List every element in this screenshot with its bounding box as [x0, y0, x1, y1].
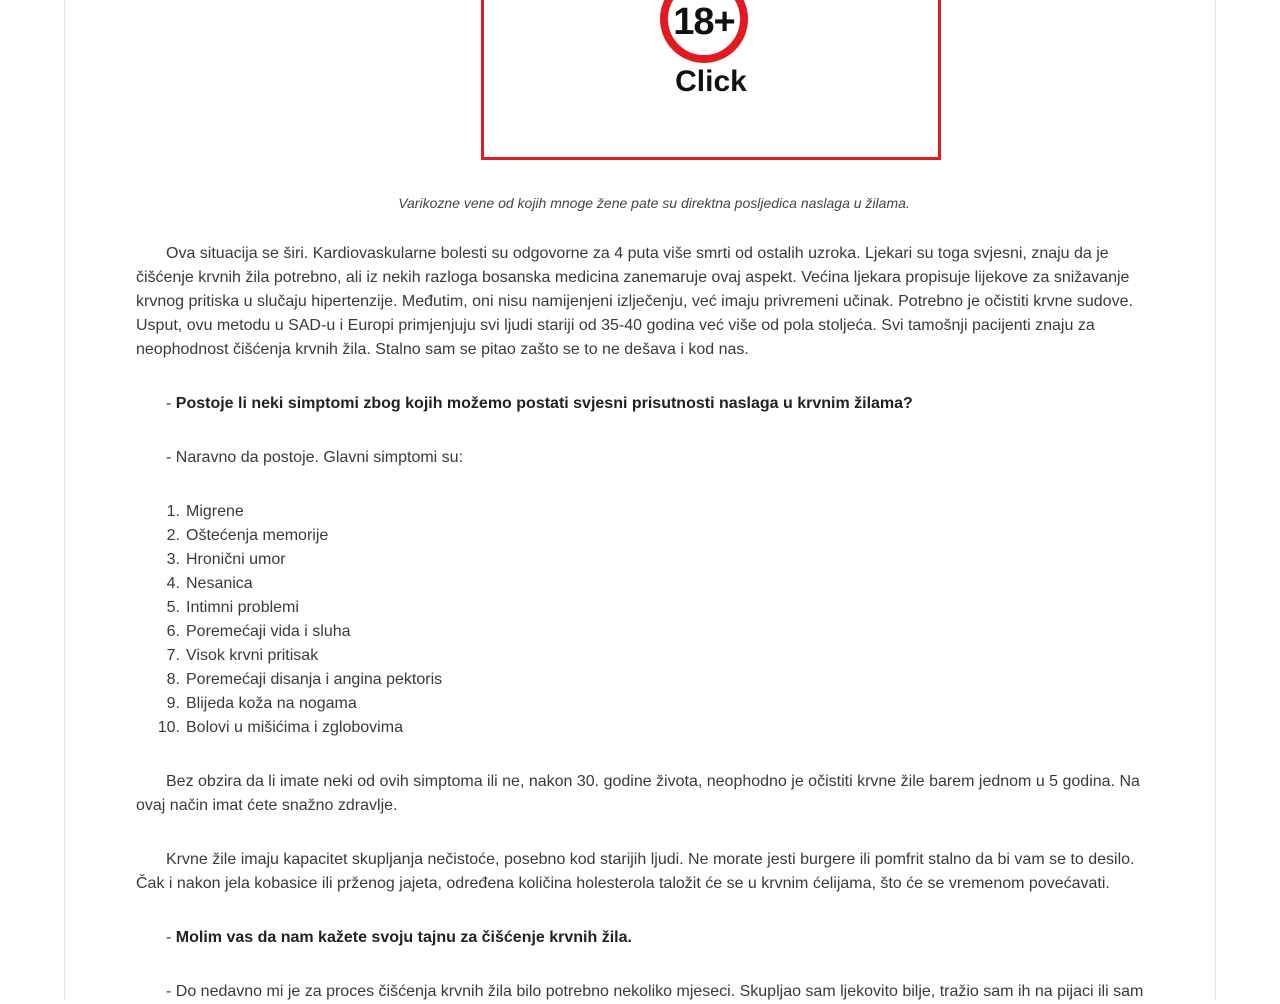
list-item-text: Migrene: [186, 503, 244, 520]
question-dash: -: [166, 929, 176, 946]
list-item: [136, 524, 442, 548]
list-item: [136, 692, 442, 716]
list-item: [136, 716, 442, 740]
adult-ad-banner[interactable]: [481, 0, 941, 160]
list-number: 2.: [166, 527, 180, 544]
list-number: 5.: [166, 599, 180, 616]
list-item-text: Nesanica: [186, 575, 253, 592]
list-item: [136, 668, 442, 692]
question-symptoms-text: Postoje li neki simptomi zbog kojih možemo postati svjesni prisutnosti naslaga u krvnim žilama?: [175, 395, 913, 412]
paragraph-answer-secret: - Do nedavno mi je za proces čišćenja krvnih žila bilo potrebno nekoliko mjeseci. Skupljao sam ljekovito bilje, tražio sam ih na pijaci ili sam: [166, 983, 1144, 1000]
list-item-text: Poremećaji vida i sluha: [186, 623, 351, 640]
question-dash: -: [166, 395, 176, 412]
paragraph-vessels: Krvne žile imaju kapacitet skupljanja nečistoće, posebno kod starijih ljudi. Ne morate jesti burgere ili pomfrit stalno da bi vam se to desilo. Čak i nakon jela kobasice ili prženog jajeta, određena količina holesterola taložit će se u krvnim ćelijama, što će se vremenom povećavati.: [136, 851, 1135, 892]
age-restriction-icon: [660, 0, 748, 63]
symptoms-list: [136, 500, 442, 740]
list-number: 9.: [166, 695, 180, 712]
list-number: 1.: [166, 503, 180, 520]
list-item-text: Visok krvni pritisak: [186, 647, 319, 664]
list-number: 8.: [166, 671, 180, 688]
list-item-text: Oštećenja memorije: [186, 527, 329, 544]
ad-click-label[interactable]: Click: [675, 65, 747, 98]
list-item: [136, 644, 442, 668]
list-item: [136, 620, 442, 644]
question-secret: [136, 926, 1148, 950]
age-badge-text: 18+: [673, 0, 735, 43]
question-secret-text: Molim vas da nam kažete svoju tajnu za čišćenje krvnih žila.: [175, 929, 632, 946]
list-number: 4.: [166, 575, 180, 592]
list-item: [136, 500, 442, 524]
list-number: 7.: [166, 647, 180, 664]
list-item-text: Poremećaji disanja i angina pektoris: [186, 671, 443, 688]
list-item-text: Bolovi u mišićima i zglobovima: [186, 719, 403, 736]
list-item: [136, 548, 442, 572]
paragraph-intro: Ova situacija se širi. Kardiovaskularne bolesti su odgovorne za 4 puta više smrti od ostalih uzroka. Ljekari su toga svjesni, znaju da je čišćenje krvnih žila potrebno, ali iz nekih razloga bosanska medicina zanemaruje ovaj aspekt. Većina ljekara propisuje lijekove za snižavanje krvnog pritiska u slučaju hipertenzije. Međutim, oni nisu namijenjeni izlječenju, već imaju privremeni učinak. Potrebno je očistiti krvne sudove. Usput, ovu metodu u SAD-u i Europi primjenjuju svi ljudi stariji od 35-40 godina već više od pola stoljeća. Svi tamošnji pacijenti znaju za neophodnost čišćenja krvnih žila. Stalno sam se pitao zašto se to ne dešava i kod nas.: [136, 245, 1133, 358]
list-item: [136, 572, 442, 596]
article-page: [64, 0, 1216, 1000]
list-item-text: Intimni problemi: [186, 599, 299, 616]
paragraph-cleaning-advice: Bez obzira da li imate neki od ovih simptoma ili ne, nakon 30. godine života, neophodno je očistiti krvne žile barem jednom u 5 godina. Na ovaj način imat ćete snažno zdravlje.: [136, 773, 1140, 814]
list-item: [136, 596, 442, 620]
question-symptoms: [136, 392, 1148, 416]
answer-symptoms: - Naravno da postoje. Glavni simptomi su:: [166, 449, 464, 466]
list-item-text: Hronični umor: [186, 551, 286, 568]
list-number: 10.: [157, 719, 180, 736]
list-number: 6.: [166, 623, 180, 640]
list-item-text: Blijeda koža na nogama: [186, 695, 357, 712]
list-number: 3.: [166, 551, 180, 568]
image-caption: Varikozne vene od kojih mnoge žene pate su direktna posljedica naslaga u žilama.: [398, 195, 910, 211]
